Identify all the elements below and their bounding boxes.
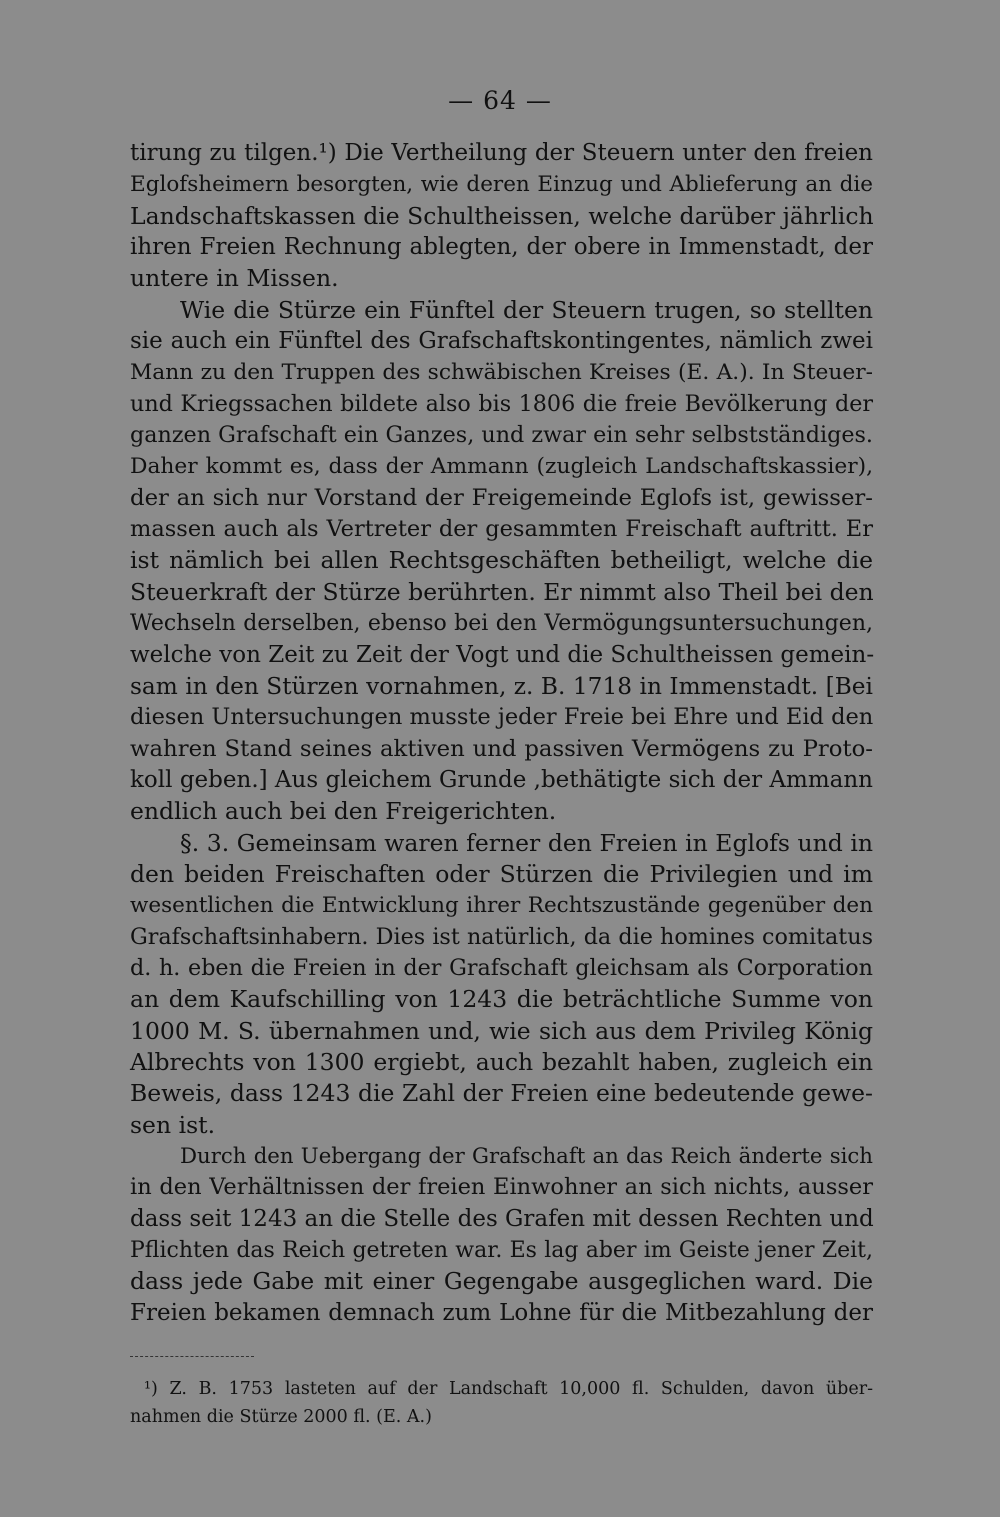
footnote-separator <box>130 1356 254 1357</box>
text-line: an dem Kaufschilling von 1243 die beträchtliche Summe von <box>130 985 873 1014</box>
text-line: wesentlichen die Entwicklung ihrer Rechtszustände gegenüber den <box>130 893 873 919</box>
text-line: Wechseln derselben, ebenso bei den Vermögungsuntersuchungen, <box>130 611 873 637</box>
text-line: Landschaftskassen die Schultheissen, welche darüber jährlich <box>130 201 874 230</box>
text-line: diesen Untersuchungen musste jeder Freie bei Ehre und Eid den <box>130 704 874 731</box>
text-line: sen ist. <box>130 1110 216 1139</box>
text-line: endlich auch bei den Freigerichten. <box>130 797 557 826</box>
footnote-line: ¹) Z. B. 1753 lasteten auf der Landschaft 10,000 fl. Schulden, davon über- <box>144 1379 873 1399</box>
text-line: Durch den Uebergang der Grafschaft an das Reich änderte sich <box>180 1144 873 1169</box>
text-line: wahren Stand seines aktiven und passiven Vermögens zu Proto- <box>130 735 873 762</box>
text-line: Steuerkraft der Stürze berührten. Er nimmt also Theil bei den <box>130 577 874 606</box>
text-line: ganzen Grafschaft ein Ganzes, und zwar ein sehr selbstständiges. <box>130 422 873 449</box>
text-line: den beiden Freischaften oder Stürzen die Privilegien und im <box>130 859 873 888</box>
footnotes <box>130 1375 873 1431</box>
text-line: in den Verhältnissen der freien Einwohner an sich nichts, ausser <box>130 1174 873 1201</box>
text-line: dass jede Gabe mit einer Gegengabe ausgeglichen ward. Die <box>130 1267 873 1296</box>
text-line: massen auch als Vertreter der gesammten Freischaft auftritt. Er <box>130 516 873 543</box>
text-line: Albrechts von 1300 ergiebt, auch bezahlt haben, zugleich ein <box>130 1047 873 1076</box>
text-line: Wie die Stürze ein Fünftel der Steuern trugen, so stellten <box>180 295 873 324</box>
text-line: Freien bekamen demnach zum Lohne für die Mitbezahlung der <box>130 1299 873 1326</box>
text-line: Mann zu den Truppen des schwäbischen Kreises (E. A.). In Steuer- <box>130 360 873 386</box>
footnote-line: nahmen die Stürze 2000 fl. (E. A.) <box>130 1407 432 1427</box>
text-line: Grafschaftsinhabern. Dies ist natürlich, da die homines comitatus <box>130 923 873 950</box>
text-line: sam in den Stürzen vornahmen, z. B. 1718 in Immenstadt. [Bei <box>130 672 873 700</box>
text-line: ist nämlich bei allen Rechtsgeschäften betheiligt, welche die <box>130 546 873 575</box>
text-line: Eglofsheimern besorgten, wie deren Einzug und Ablieferung an die <box>130 172 873 198</box>
text-line: dass seit 1243 an die Stelle des Grafen mit dessen Rechten und <box>130 1205 874 1232</box>
text-line: und Kriegssachen bildete also bis 1806 die freie Bevölkerung der <box>130 390 873 417</box>
text-line: welche von Zeit zu Zeit der Vogt und die Schultheissen gemein- <box>130 641 875 668</box>
text-line: untere in Missen. <box>130 264 339 293</box>
text-line: Pflichten das Reich getreten war. Es lag aber im Geiste jener Zeit, <box>130 1238 873 1264</box>
text-line: 1000 M. S. übernahmen und, wie sich aus dem Privileg König <box>130 1016 873 1045</box>
text-line: §. 3. Gemeinsam waren ferner den Freien in Eglofs und in <box>180 828 873 857</box>
page-number: — 64 — <box>448 86 552 115</box>
text-line: Daher kommt es, dass der Ammann (zugleich Landschaftskassier), <box>130 454 873 480</box>
text-line: koll geben.] Aus gleichem Grunde ,bethätigte sich der Ammann <box>130 766 873 793</box>
text-line: sie auch ein Fünftel des Grafschaftskontingentes, nämlich zwei <box>130 328 873 355</box>
text-line: ihren Freien Rechnung ablegten, der obere in Immenstadt, der <box>130 234 873 261</box>
body-text <box>130 138 873 1329</box>
text-line: tirung zu tilgen.¹) Die Vertheilung der Steuern unter den freien <box>130 140 873 166</box>
text-line: d. h. eben die Freien in der Grafschaft gleichsam als Corporation <box>130 954 873 981</box>
text-line: der an sich nur Vorstand der Freigemeinde Eglofs ist, gewisser- <box>130 484 873 511</box>
text-line: Beweis, dass 1243 die Zahl der Freien eine bedeutende gewe- <box>130 1079 873 1108</box>
